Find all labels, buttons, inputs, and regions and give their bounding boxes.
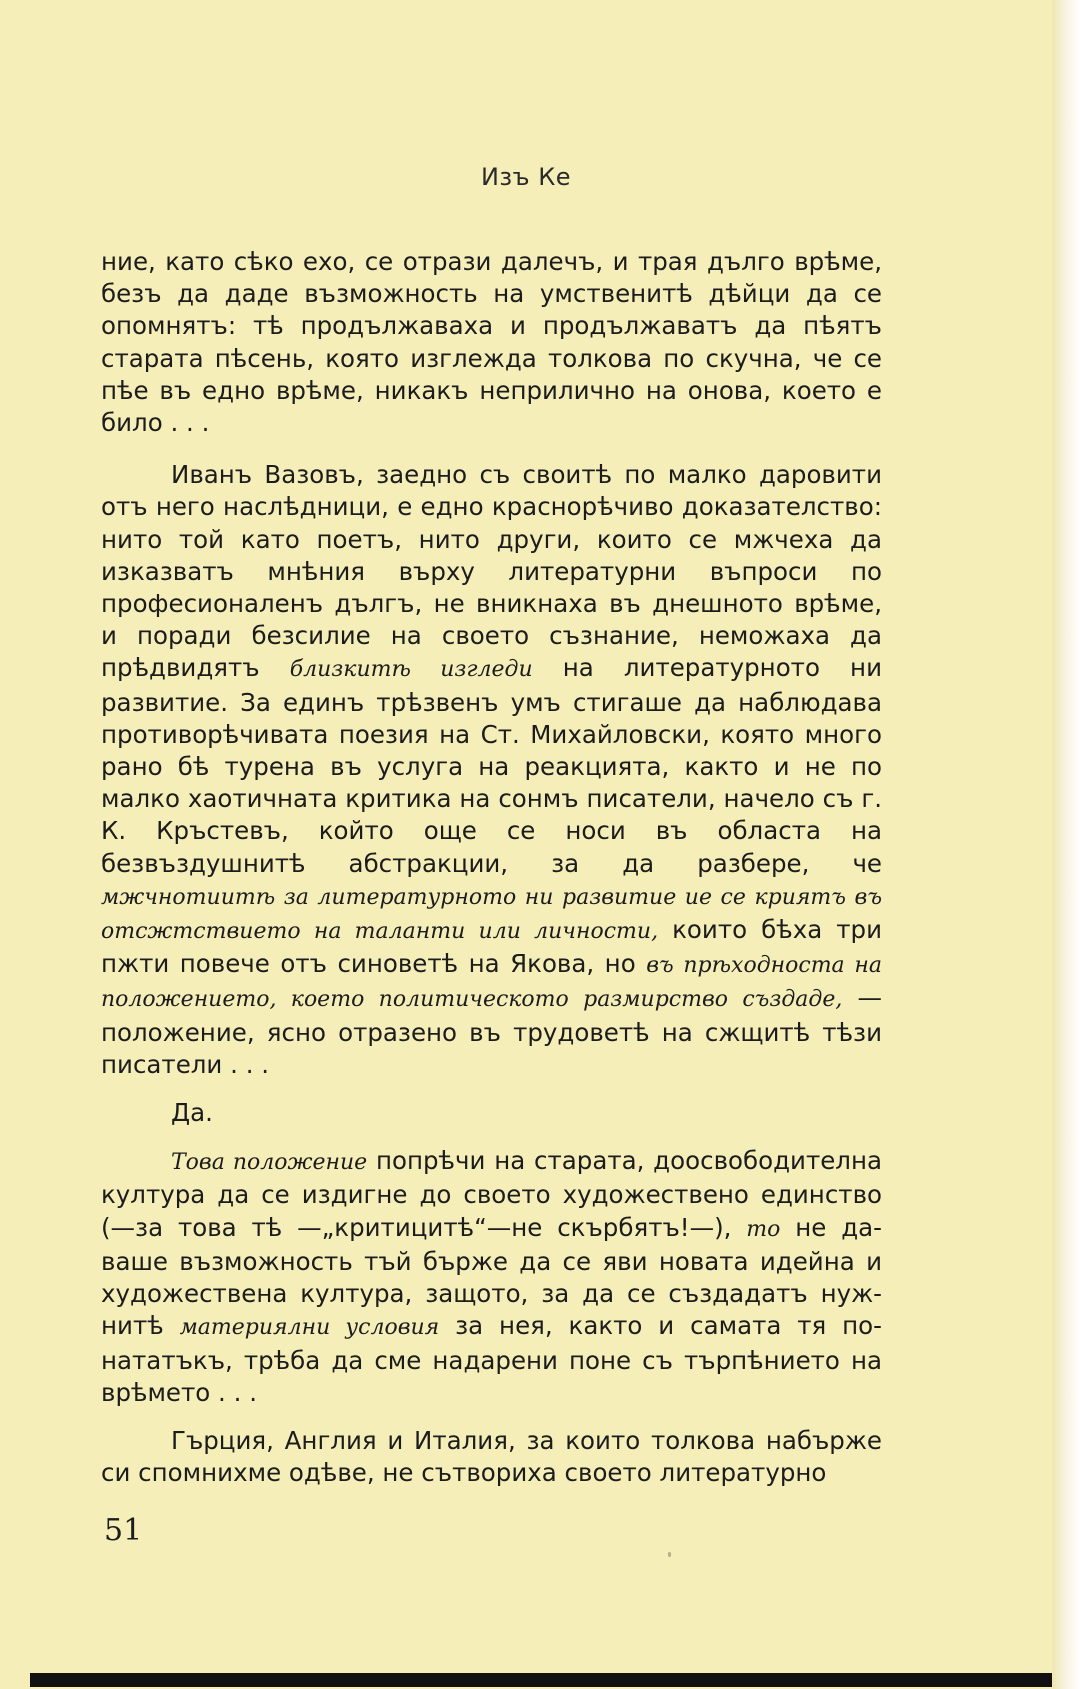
paper-speck bbox=[668, 1552, 671, 1557]
text-span: не даваше възможность тъй бърже да се яви новата идейна и художествена култура, защото, за да се създадатъ нужнитѣ bbox=[101, 1212, 882, 1341]
italic-emphasis: въ прѣходноста на положението, което политическото размирство създаде, bbox=[101, 953, 882, 1013]
scan-border bbox=[30, 1673, 1052, 1687]
text-span: Да. bbox=[171, 1098, 213, 1128]
text-span: Гърция, Англия и Италия, за които толкова набърже си спомнихме одѣве, не сътвориха своето литературно bbox=[101, 1425, 882, 1488]
paragraph bbox=[101, 246, 882, 439]
paragraph bbox=[101, 1425, 882, 1489]
page-number: 51 bbox=[104, 1513, 143, 1548]
paragraph bbox=[101, 1097, 882, 1129]
italic-emphasis: мжчнотиитѣ за литературното ни развитие ие се криятъ въ отсжтствието на таланти или личности, bbox=[101, 884, 882, 945]
text-span: попрѣчи на старата, доосвободителна култура да се издигне до своето художествено единство (—за това тѣ —„критицитѣ“—не скърбятъ!—), bbox=[101, 1146, 882, 1242]
paragraph bbox=[101, 459, 882, 1081]
running-head: Изъ Ке bbox=[480, 163, 572, 191]
text-span: на литературното ни развитие. За единъ трѣзвенъ умъ стигаше да наблюдава противорѣчивата поезия на Ст. Михайловски, която много рано бѣ турена въ услуга на реакцията, както и не по малко хаотичната критика на сонмъ писатели, начело съ г. К. Кръстевъ, който още се носи въ областа на безвъздушнитѣ абстракции, за да разбере, че bbox=[101, 653, 882, 878]
text-span: — положение, ясно отразено въ трудоветѣ на сжщитѣ тѣзи писатели . . . bbox=[101, 983, 883, 1079]
text-span: ние, като сѣко ехо, се отрази далечъ, и трая дълго врѣме, безъ да даде възможность на умственитѣ дѣйци да се опомнятъ: тѣ продължаваха и продължаватъ да пѣятъ старата пѣсень, която изглежда толкова по скучна, че се пѣе въ едно врѣме, никакъ неприлично на онова, което е било . . . bbox=[101, 247, 882, 438]
italic-emphasis: близкитѣ изгледи bbox=[289, 657, 533, 683]
paragraph bbox=[101, 1145, 882, 1409]
italic-emphasis: материялни условия bbox=[179, 1315, 440, 1341]
text-span: Иванъ Вазовъ, заедно съ своитѣ по малко даровити отъ него наслѣдници, е едно краснорѣчиво доказателство: нито той като поетъ, нито други, които се мжчеха да изказватъ мнѣния върху литературни въпроси по професионаленъ дългъ, не вникнаха въ днешното врѣме, и поради безсилие на своето съзнание, неможаха да прѣдвидятъ bbox=[101, 460, 882, 683]
italic-emphasis: то bbox=[746, 1216, 781, 1242]
text-span: които бѣха три пжти повече отъ синоветѣ на Якова, но bbox=[101, 915, 882, 979]
text-span: за нея, както и самата тя понататъкъ, трѣба да сме надарени поне съ търпѣнието на врѣмето . . . bbox=[101, 1311, 882, 1407]
body-text bbox=[101, 246, 882, 1489]
italic-emphasis: Това положение bbox=[171, 1150, 368, 1176]
page-edge bbox=[1052, 0, 1080, 1689]
